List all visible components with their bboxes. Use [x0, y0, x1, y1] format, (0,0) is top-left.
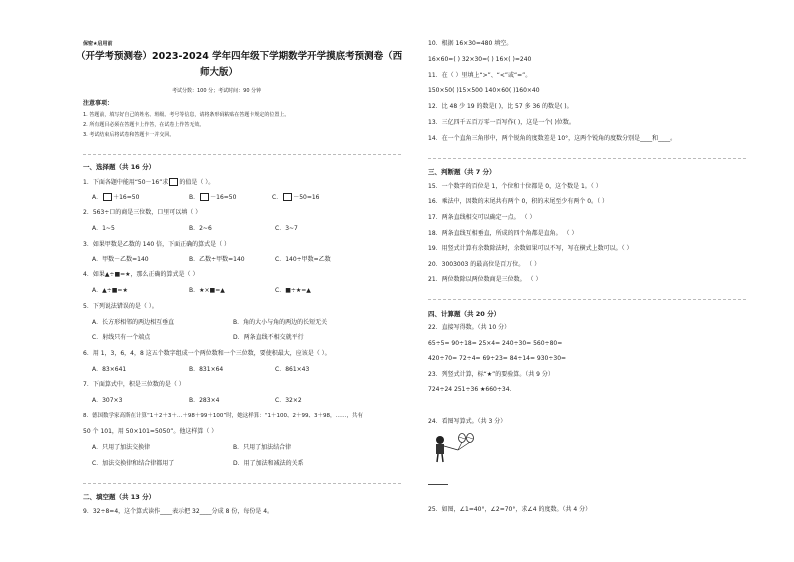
option-c: C． －50=16	[272, 194, 320, 201]
question-1	[83, 178, 214, 187]
option-d: D．两条直线不相交就平行	[233, 334, 304, 341]
option-d: D．用了加法和减法的关系	[233, 460, 304, 467]
question-3: 3．如果甲数是乙数的 140 倍，下面正确的算式是（ ）	[83, 241, 230, 248]
question-21: 21．两位数除以两位数商是三位数。 （ ）	[428, 276, 542, 283]
question-22: 22．直接写得数。（共 10 分）	[428, 324, 511, 331]
question-23-items: 724÷24 251÷36 ★660÷34．	[428, 386, 516, 393]
option-a: A．甲数－乙数=140	[92, 256, 149, 263]
exam-meta: 考试分数：100 分；考试时间：90 分钟	[172, 88, 262, 94]
option-c: C．3~7	[275, 225, 298, 232]
child-with-balloons-figure	[432, 432, 478, 472]
question-20: 20．3003003 的最高位是百万位。 （ ）	[428, 261, 541, 268]
question-16: 16．乘法中，因数的末尾共有两个 0，积的末尾至少有两个 0。（ ）	[428, 198, 608, 205]
question-9: 9．32÷8=4，这个算式读作____表示把 32____分成 8 份，每份是 4。	[83, 508, 274, 515]
option-c: C．■÷★=▲	[275, 287, 311, 294]
option-c: C．140÷甲数=乙数	[275, 256, 331, 263]
question-18: 18．两条直线互相垂直，所成的四个角都是直角。 （ ）	[428, 230, 578, 237]
notes-heading: 注意事项：	[83, 100, 114, 107]
question-15: 15．一个数字的百位是 1，个位和十位都是 0，这个数是 1。（ ）	[428, 183, 602, 190]
option-c: C．射线只有一个端点	[92, 334, 151, 341]
blank-box	[283, 193, 292, 201]
calc-row: 420÷70= 72÷4= 69÷23= 84÷14= 930÷30=	[428, 355, 567, 362]
option-c: C．加法交换律和结合律都用了	[92, 460, 175, 467]
question-8-cont: 50 个 101，用 50×101=5050”。他这样算（ ）	[83, 428, 218, 435]
question-25: 25．如图，∠1=40°，∠2=70°，求∠4 的度数。（共 4 分）	[428, 506, 592, 513]
calc-row: 65÷5= 90÷18= 25×4= 240÷30= 560÷80=	[428, 340, 563, 347]
section-divider	[428, 299, 746, 300]
question-5: 5．下列说法错误的是（ ）。	[83, 303, 158, 310]
question-23: 23．列竖式计算，标“★”的要验算。（共 9 分）	[428, 371, 554, 378]
note-item: 3. 考试结束后将试卷和答题卡一并交回。	[83, 132, 175, 138]
confidential-label: 保密★启用前	[83, 41, 113, 47]
section-divider	[83, 483, 401, 484]
question-14: 14．在一个直角三角形中，两个锐角的度数差是 10°，这两个锐角的度数分别是____和____。	[428, 135, 677, 142]
question-17: 17．两条直线相交可以确定一点。 （ ）	[428, 214, 536, 221]
question-10-blanks: 16×60=( ) 32×30=( ) 16×( )=240	[428, 56, 532, 63]
question-11: 11．在（ ）里填上“>”、“<”或“=”。	[428, 72, 532, 79]
question-2: 2．563÷口的商是三位数，口里可以填（ ）	[83, 209, 202, 216]
question-24: 24．看图写算式。（共 3 分）	[428, 418, 507, 425]
exam-title-line1: （开学考预测卷）2023-2024 学年四年级下学期数学开学摸底考预测卷（西	[76, 51, 403, 62]
section-divider	[428, 158, 746, 159]
option-b: B． －16=50	[189, 194, 237, 201]
question-10: 10．根据 16×30=480 填空。	[428, 40, 513, 47]
exam-title-line2: 师大版）	[200, 67, 239, 78]
question-12: 12．比 48 少 19 的数是( )，比 57 多 36 的数是( )。	[428, 103, 573, 110]
question-19: 19．用竖式计算有余数除法时，余数如果可以不写，写在横式上数可以。（ ）	[428, 245, 633, 252]
option-a: A． ＋16=50	[92, 194, 140, 201]
question-4: 4．如果▲÷■=★，那么正确的算式是（ ）	[83, 271, 199, 278]
blank-box	[103, 193, 112, 201]
option-c: C．861×43	[275, 366, 310, 373]
option-b: B．831×64	[189, 366, 224, 373]
question-11-blanks: 150×50( )15×500 140×60( )160×40	[428, 87, 540, 94]
section-heading-judge: 三、判断题（共 7 分）	[428, 168, 496, 176]
question-13: 13．三亿四千五百万零一百写作( )，这是一个( )位数。	[428, 119, 575, 126]
question-7: 7．下面算式中，积是三位数的是（ ）	[83, 381, 185, 388]
section-heading-fill: 二、填空题（共 13 分）	[83, 493, 156, 501]
option-a: A．长方形相邻的两边相互垂直	[92, 319, 175, 326]
option-c: C．32×2	[275, 397, 302, 404]
question-text: 1．下面各题中能用“50－16”求	[83, 179, 169, 186]
option-b: B．只用了加法结合律	[233, 444, 292, 451]
blank-box	[169, 178, 178, 186]
question-text: 的值是（ ）。	[179, 179, 215, 186]
note-item: 1. 答题前，填写好自己的姓名、班级、考号等信息，请将条形码粘贴在答题卡规定的位置上。	[83, 112, 290, 118]
option-b: B．★×■=▲	[189, 287, 225, 294]
option-b: B．283×4	[189, 397, 220, 404]
option-b: B．乙数÷甲数=140	[189, 256, 245, 263]
option-b: B．角的大小与角的两边的长短无关	[233, 319, 328, 326]
option-a: A．83×641	[92, 366, 127, 373]
blank-box	[200, 193, 209, 201]
question-8: 8．德国数学家高斯在计算“1＋2＋3＋…＋98＋99＋100”时，她这样算：“1＋100、2＋99、3＋98，……，共有	[83, 413, 364, 419]
option-a: A．307×3	[92, 397, 123, 404]
option-b: B．2~6	[189, 225, 212, 232]
section-heading-choice: 一、选择题（共 16 分）	[83, 163, 156, 171]
answer-line	[428, 484, 448, 485]
section-divider	[83, 154, 401, 155]
question-6: 6．用 1，3，6，4，8 这五个数字组成一个两位数和一个三位数，要使积最大，应该是（ ）。	[83, 350, 331, 357]
section-heading-calc: 四、计算题（共 20 分）	[428, 310, 501, 318]
option-a: A．▲÷■=★	[92, 287, 128, 294]
option-a: A．1~5	[92, 225, 115, 232]
note-item: 2. 所有题目必须在答题卡上作答，在试卷上作答无效。	[83, 122, 205, 128]
option-a: A．只用了加法交换律	[92, 444, 151, 451]
